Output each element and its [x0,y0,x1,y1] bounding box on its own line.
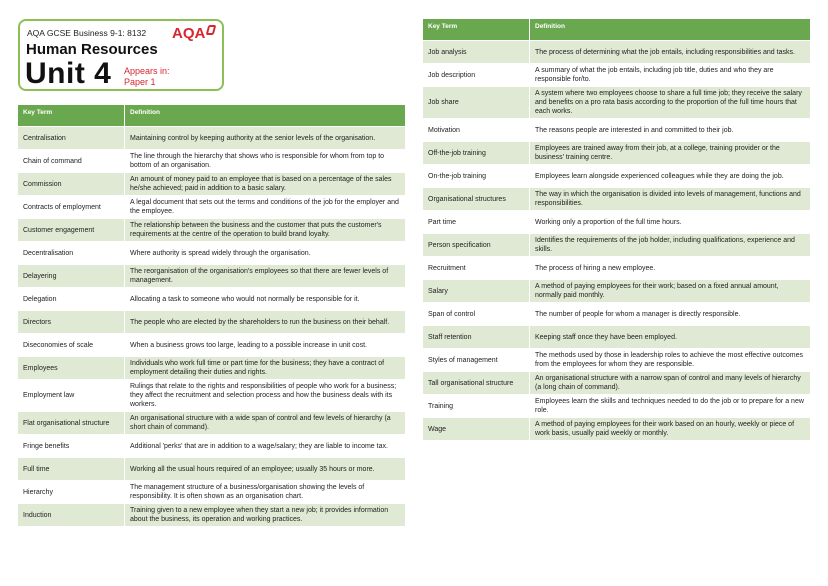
key-term-cell: Decentralisation [18,242,125,265]
definition-cell: Employees learn the skills and techniques needed to do the job or to prepare for a new role. [530,395,810,418]
key-term-header: Key Term [423,19,530,41]
table-header-row [18,105,405,127]
title-box [18,19,224,91]
key-terms-table-left [18,105,405,527]
definition-cell: Working all the usual hours required of an employee; usually 35 hours or more. [125,458,405,481]
table-row [423,303,810,326]
table-row [423,165,810,188]
definition-cell: The process of determining what the job entails, including responsibilities and tasks. [530,41,810,64]
definition-cell: Individuals who work full time or part time for the business; they have a contract of employment detailing their duties and rights. [125,357,405,380]
definition-cell: Additional 'perks' that are in addition to a wage/salary; they are liable to income tax. [125,435,405,458]
table-row [18,504,405,527]
definition-cell: The way in which the organisation is divided into levels of management, functions and responsibilities. [530,188,810,211]
key-term-cell: Span of control [423,303,530,326]
key-term-cell: Induction [18,504,125,527]
definition-cell: The relationship between the business and the customer that puts the customer's requirements at the centre of the operation to build brand loyalty. [125,219,405,242]
table-row [18,435,405,458]
table-row [18,219,405,242]
table-row [423,418,810,441]
table-header-row [423,19,810,41]
table-row [18,265,405,288]
definition-cell: The line through the hierarchy that shows who is responsible for whom from top to bottom of an organisation. [125,150,405,173]
key-term-cell: Part time [423,211,530,234]
key-term-cell: Commission [18,173,125,196]
key-term-header: Key Term [18,105,125,127]
definition-cell: The management structure of a business/organisation showing the levels of responsibility. It is often shown as an organisation chart. [125,481,405,504]
definition-cell: Where authority is spread widely through the organisation. [125,242,405,265]
key-term-cell: Wage [423,418,530,441]
definition-cell: An amount of money paid to an employee that is based on a percentage of the sales he/she achieved; paid in addition to a basic salary. [125,173,405,196]
key-term-cell: On-the-job training [423,165,530,188]
key-term-cell: Off-the-job training [423,142,530,165]
table-row [423,326,810,349]
definition-cell: A summary of what the job entails, including job title, duties and who they are responsible for/to. [530,64,810,87]
table-row [423,142,810,165]
definition-header: Definition [125,105,405,127]
definition-cell: Keeping staff once they have been employed. [530,326,810,349]
appears-in-paper: Paper 1 [124,77,156,87]
key-term-cell: Directors [18,311,125,334]
key-term-cell: Contracts of employment [18,196,125,219]
table-row [423,395,810,418]
table-row [423,211,810,234]
key-term-cell: Job share [423,87,530,119]
definition-cell: An organisational structure with a wide span of control and few levels of hierarchy (a short chain of command). [125,412,405,435]
aqa-logo-text: AQA [172,25,206,42]
definition-cell: Identifies the requirements of the job holder, including qualifications, experience and skills. [530,234,810,257]
definition-cell: Employees are trained away from their job, at a college, training provider or the business' training centre. [530,142,810,165]
key-term-cell: Delayering [18,265,125,288]
definition-cell: A legal document that sets out the terms and conditions of the job for the employer and the employee. [125,196,405,219]
table-row [18,380,405,412]
key-term-cell: Full time [18,458,125,481]
table-row [18,242,405,265]
key-term-cell: Delegation [18,288,125,311]
table-row [18,357,405,380]
table-row [423,257,810,280]
key-term-cell: Hierarchy [18,481,125,504]
definition-cell: Maintaining control by keeping authority at the senior levels of the organisation. [125,127,405,150]
aqa-logo [172,25,215,42]
definition-header: Definition [530,19,810,41]
definition-cell: The people who are elected by the shareholders to run the business on their behalf. [125,311,405,334]
definition-cell: An organisational structure with a narrow span of control and many levels of hierarchy (a long chain of command). [530,372,810,395]
table-row [18,334,405,357]
key-term-cell: Styles of management [423,349,530,372]
definition-cell: The process of hiring a new employee. [530,257,810,280]
table-row [423,41,810,64]
table-row [423,119,810,142]
key-term-cell: Fringe benefits [18,435,125,458]
definition-cell: Allocating a task to someone who would not normally be responsible for it. [125,288,405,311]
key-term-cell: Training [423,395,530,418]
key-term-cell: Flat organisational structure [18,412,125,435]
table-row [18,311,405,334]
definition-cell: A method of paying employees for their work; based on a fixed annual amount, normally paid monthly. [530,280,810,303]
key-term-cell: Motivation [423,119,530,142]
key-term-cell: Employment law [18,380,125,412]
table-row [18,127,405,150]
definition-cell: When a business grows too large, leading to a possible increase in unit cost. [125,334,405,357]
key-term-cell: Employees [18,357,125,380]
appears-in-label: Appears in: [124,66,170,76]
key-term-cell: Tall organisational structure [423,372,530,395]
definition-cell: A system where two employees choose to share a full time job; they receive the salary and benefits on a pro rata basis according to the proportion of the full time hours that each works. [530,87,810,119]
key-term-cell: Centralisation [18,127,125,150]
key-term-cell: Staff retention [423,326,530,349]
definition-cell: The reasons people are interested in and committed to their job. [530,119,810,142]
course-code: AQA GCSE Business 9-1: 8132 [27,28,147,38]
unit-title: Unit 4 [25,57,112,90]
key-term-cell: Chain of command [18,150,125,173]
table-row [423,87,810,119]
table-row [18,412,405,435]
table-row [423,349,810,372]
appears-in [124,66,170,88]
definition-cell: The reorganisation of the organisation's employees so that there are fewer levels of management. [125,265,405,288]
key-term-cell: Job description [423,64,530,87]
key-term-cell: Person specification [423,234,530,257]
key-terms-table-right [423,19,810,441]
table-row [423,280,810,303]
definition-cell: The methods used by those in leadership roles to achieve the most effective outcomes from the employees for whom they are responsible. [530,349,810,372]
key-term-cell: Diseconomies of scale [18,334,125,357]
definition-cell: A method of paying employees for their work based on an hourly, weekly or piece of work basis, usually paid weekly or monthly. [530,418,810,441]
topic-title: Human Resources [26,41,158,58]
table-row [423,372,810,395]
definition-cell: Working only a proportion of the full time hours. [530,211,810,234]
key-term-cell: Customer engagement [18,219,125,242]
definition-cell: The number of people for whom a manager is directly responsible. [530,303,810,326]
table-row [18,458,405,481]
definition-cell: Employees learn alongside experienced colleagues while they are doing the job. [530,165,810,188]
table-row [18,173,405,196]
aqa-logo-mark-icon [206,25,217,35]
definition-cell: Training given to a new employee when they start a new job; it provides information about the business, its operation and working practices. [125,504,405,527]
table-row [423,234,810,257]
table-row [423,188,810,211]
table-row [18,150,405,173]
table-row [18,288,405,311]
table-row [18,481,405,504]
table-row [18,196,405,219]
key-term-cell: Salary [423,280,530,303]
table-row [423,64,810,87]
definition-cell: Rulings that relate to the rights and responsibilities of people who work for a business; they affect the recruitment and selection process and how the business deals with its workers. [125,380,405,412]
key-term-cell: Organisational structures [423,188,530,211]
key-term-cell: Recruitment [423,257,530,280]
key-term-cell: Job analysis [423,41,530,64]
